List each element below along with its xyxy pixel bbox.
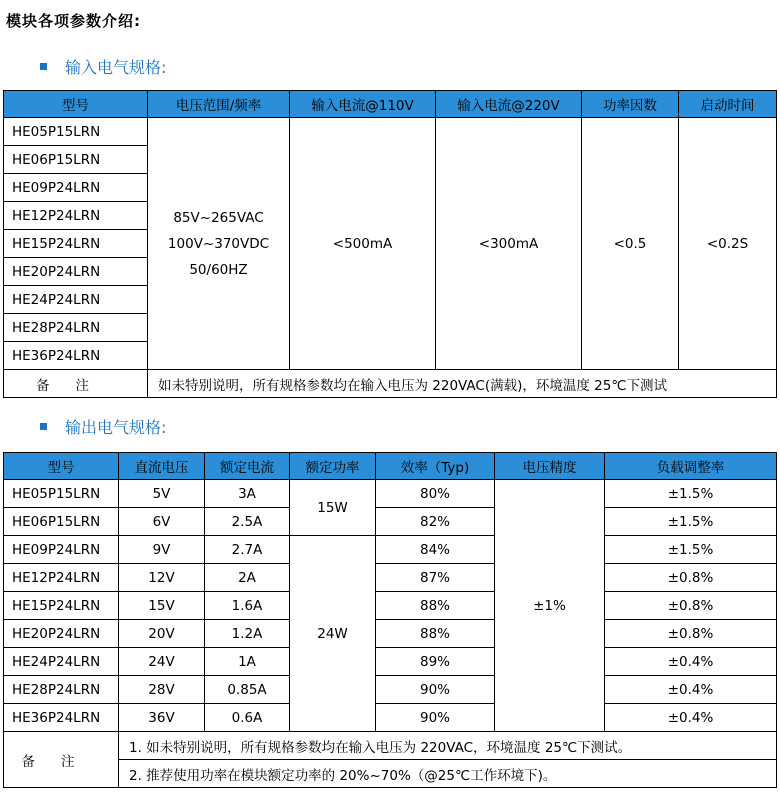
- header-cell: 型号: [4, 453, 119, 480]
- model-cell: HE15P24LRN: [4, 592, 119, 620]
- voltage-cell: 20V: [119, 620, 205, 648]
- model-cell: HE24P24LRN: [4, 286, 148, 314]
- current-cell: 1.6A: [205, 592, 290, 620]
- model-cell: HE12P24LRN: [4, 564, 119, 592]
- model-cell: HE06P15LRN: [4, 508, 119, 536]
- model-cell: HE05P15LRN: [4, 118, 148, 146]
- note-row: [4, 760, 777, 788]
- voltage-cell: 15V: [119, 592, 205, 620]
- table-row: [4, 620, 777, 648]
- power-factor-cell: <0.5: [582, 118, 679, 370]
- table-row: [4, 676, 777, 704]
- table-header-row: [4, 91, 777, 118]
- model-cell: HE28P24LRN: [4, 676, 119, 704]
- load-regulation-cell: ±1.5%: [605, 480, 777, 508]
- table-row: [4, 508, 777, 536]
- header-cell: 型号: [4, 91, 148, 118]
- output-spec-table: [3, 452, 777, 788]
- header-cell: 额定功率: [290, 453, 376, 480]
- table-row: [4, 592, 777, 620]
- current-cell: 1.2A: [205, 620, 290, 648]
- load-regulation-cell: ±0.8%: [605, 592, 777, 620]
- load-regulation-cell: ±1.5%: [605, 536, 777, 564]
- note-row: [4, 732, 777, 760]
- model-cell: HE36P24LRN: [4, 704, 119, 732]
- voltage-cell: 9V: [119, 536, 205, 564]
- voltage-range-cell: [148, 118, 290, 370]
- table-row: [4, 564, 777, 592]
- model-cell: HE36P24LRN: [4, 342, 148, 370]
- input-section-title-text: 输入电气规格:: [65, 58, 167, 77]
- load-regulation-cell: ±1.5%: [605, 508, 777, 536]
- voltage-cell: 6V: [119, 508, 205, 536]
- header-cell: 输入电流@110V: [290, 91, 436, 118]
- current-cell: 2A: [205, 564, 290, 592]
- header-cell: 电压范围/频率: [148, 91, 290, 118]
- output-section-title-text: 输出电气规格:: [65, 418, 167, 437]
- model-cell: HE09P24LRN: [4, 536, 119, 564]
- load-regulation-cell: ±0.4%: [605, 648, 777, 676]
- table-header-row: [4, 453, 777, 480]
- bullet-square-icon: [40, 423, 47, 430]
- model-cell: HE15P24LRN: [4, 230, 148, 258]
- table-row: [4, 536, 777, 564]
- efficiency-cell: 88%: [376, 620, 495, 648]
- input-section-title: [40, 55, 166, 78]
- load-regulation-cell: ±0.8%: [605, 564, 777, 592]
- input-spec-table: [3, 90, 777, 398]
- header-cell: 效率（Typ): [376, 453, 495, 480]
- note-text: 如未特别说明，所有规格参数均在输入电压为 220VAC(满载)，环境温度 25℃下测试: [148, 370, 777, 398]
- current-cell: 0.85A: [205, 676, 290, 704]
- model-cell: HE28P24LRN: [4, 314, 148, 342]
- model-cell: HE20P24LRN: [4, 258, 148, 286]
- note-line-1: 1. 如未特别说明，所有规格参数均在输入电压为 220VAC，环境温度 25℃下测试。: [119, 732, 777, 760]
- note-line-2: 2. 推荐使用功率在模块额定功率的 20%~70%（@25℃工作环境下)。: [119, 760, 777, 788]
- load-regulation-cell: ±0.8%: [605, 620, 777, 648]
- bullet-square-icon: [40, 63, 47, 70]
- voltage-cell: 5V: [119, 480, 205, 508]
- voltage-cell: 36V: [119, 704, 205, 732]
- voltage-cell: 24V: [119, 648, 205, 676]
- note-label: 备注: [4, 370, 148, 398]
- efficiency-cell: 90%: [376, 704, 495, 732]
- current-cell: 2.5A: [205, 508, 290, 536]
- header-cell: 负载调整率: [605, 453, 777, 480]
- voltage-cell: 28V: [119, 676, 205, 704]
- header-cell: 额定电流: [205, 453, 290, 480]
- header-cell: 功率因数: [582, 91, 679, 118]
- current-cell: 2.7A: [205, 536, 290, 564]
- table-row: [4, 480, 777, 508]
- efficiency-cell: 88%: [376, 592, 495, 620]
- header-cell: 直流电压: [119, 453, 205, 480]
- efficiency-cell: 80%: [376, 480, 495, 508]
- current-cell: 0.6A: [205, 704, 290, 732]
- input-current-110-cell: <500mA: [290, 118, 436, 370]
- model-cell: HE09P24LRN: [4, 174, 148, 202]
- load-regulation-cell: ±0.4%: [605, 704, 777, 732]
- efficiency-cell: 82%: [376, 508, 495, 536]
- model-cell: HE20P24LRN: [4, 620, 119, 648]
- table-row: [4, 704, 777, 732]
- model-cell: HE06P15LRN: [4, 146, 148, 174]
- table-row: [4, 648, 777, 676]
- efficiency-cell: 90%: [376, 676, 495, 704]
- header-cell: 电压精度: [495, 453, 605, 480]
- frequency: 50/60HZ: [189, 261, 248, 278]
- model-cell: HE12P24LRN: [4, 202, 148, 230]
- input-current-220-cell: <300mA: [436, 118, 582, 370]
- voltage-accuracy-cell: ±1%: [495, 480, 605, 732]
- efficiency-cell: 89%: [376, 648, 495, 676]
- header-cell: 启动时间: [679, 91, 777, 118]
- voltage-range-ac: 85V~265VAC: [173, 209, 264, 226]
- current-cell: 3A: [205, 480, 290, 508]
- table-row: [4, 118, 777, 146]
- current-cell: 1A: [205, 648, 290, 676]
- efficiency-cell: 84%: [376, 536, 495, 564]
- note-row: [4, 370, 777, 398]
- power-15w-cell: 15W: [290, 480, 376, 536]
- voltage-range-dc: 100V~370VDC: [167, 235, 270, 252]
- model-cell: HE05P15LRN: [4, 480, 119, 508]
- voltage-cell: 12V: [119, 564, 205, 592]
- page-title: 模块各项参数介绍:: [6, 12, 141, 30]
- load-regulation-cell: ±0.4%: [605, 676, 777, 704]
- efficiency-cell: 87%: [376, 564, 495, 592]
- startup-time-cell: <0.2S: [679, 118, 777, 370]
- output-section-title: [40, 415, 166, 438]
- power-24w-cell: 24W: [290, 536, 376, 732]
- header-cell: 输入电流@220V: [436, 91, 582, 118]
- model-cell: HE24P24LRN: [4, 648, 119, 676]
- note-label: 备注: [4, 732, 119, 788]
